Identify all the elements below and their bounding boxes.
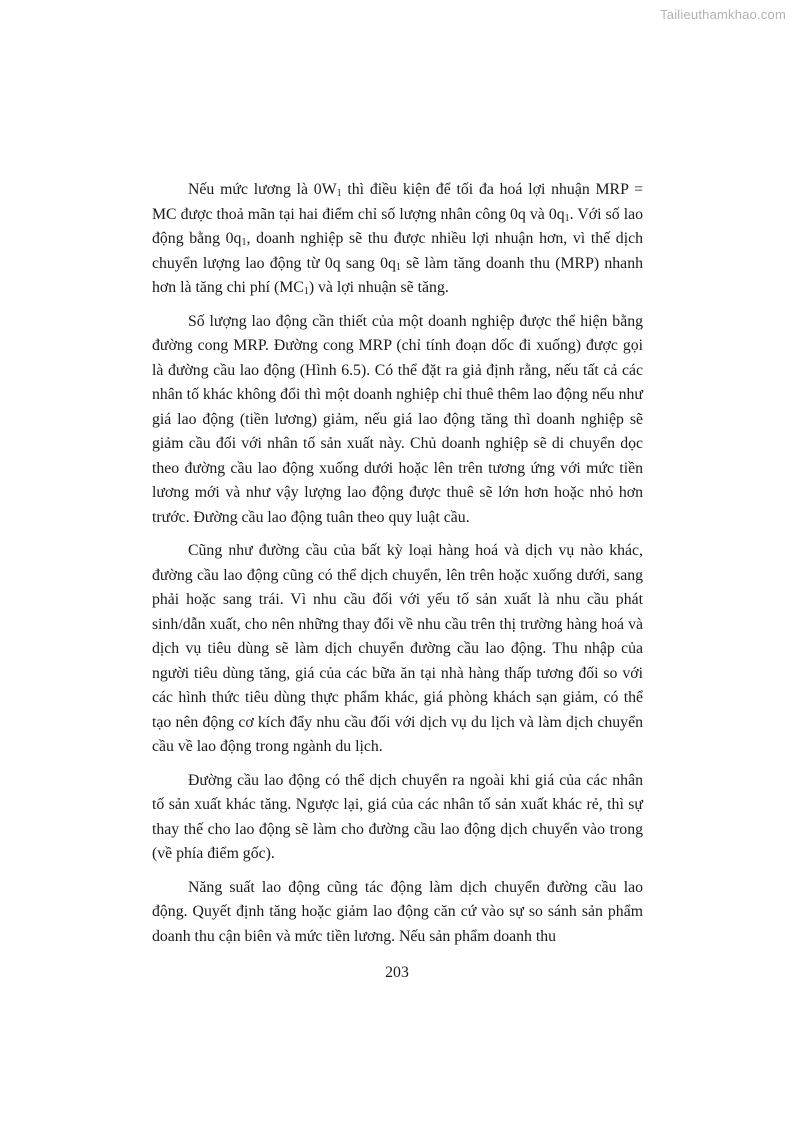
- watermark: Tailieuthamkhao.com: [660, 7, 786, 22]
- page-body: [152, 178, 643, 958]
- text-run: Năng suất lao động cũng tác động làm dịch chuyển đường cầu lao động. Quyết định tăng hoặc giảm lao động căn cứ vào sự so sánh sản phẩm doanh thu cận biên và mức tiền lương. Nếu sản phẩm doanh thu: [152, 878, 643, 945]
- text-run: sẽ làm tăng doanh thu (MRP) nhanh hơn là tăng chi phí (MC: [152, 254, 643, 296]
- subscript: 1: [241, 237, 247, 248]
- page-number: 203: [385, 964, 409, 981]
- subscript: 1: [395, 261, 401, 273]
- text-run: thì điều kiện để tối đa hoá lợi nhuận MRP = MC được thoả mãn tại hai điểm chỉ số lượng nhân công 0q và 0q: [152, 181, 643, 223]
- subscript: 1: [336, 188, 342, 199]
- paragraph: [152, 876, 643, 950]
- text-run: , doanh nghiệp sẽ thu được nhiều lợi nhuận hơn, vì thế dịch chuyển lượng lao động từ 0q sang 0q: [152, 230, 643, 272]
- text-run: ) và lợi nhuận sẽ tăng.: [308, 279, 449, 296]
- paragraph: [152, 539, 643, 760]
- text-run: Nếu mức lương là 0W: [188, 181, 337, 198]
- text-run: Số lượng lao động cần thiết của một doanh nghiệp được thể hiện bằng đường cong MRP. Đường cong MRP (chỉ tính đoạn dốc đi xuống) được gọi là đường cầu lao động (Hình 6.5). Có thể đặt ra giả định rằng, nếu tất cả các nhân tố khác không đổi thì một doanh nghiệp chỉ thuê thêm lao động nếu như giá lao động (tiền lương) giảm, nếu giá lao động tăng thì doanh nghiệp sẽ giảm cầu đối với nhân tố sản xuất này. Chủ doanh nghiệp sẽ di chuyển dọc theo đường cầu lao động xuống dưới hoặc lên trên tương ứng với mức tiền lương mới và như vậy lượng lao động được thuê sẽ lớn hơn hoặc nhỏ hơn trước. Đường cầu lao động tuân theo quy luật cầu.: [152, 312, 643, 526]
- subscript: 1: [564, 212, 570, 224]
- text-run: . Với số lao động bằng 0q: [152, 205, 643, 247]
- text-run: Đường cầu lao động có thể dịch chuyển ra ngoài khi giá của các nhân tố sản xuất khác tăng. Ngược lại, giá của các nhân tố sản xuất khác rẻ, thì sự thay thế cho lao động sẽ làm cho đường cầu lao động dịch chuyển vào trong (về phía điểm gốc).: [152, 771, 643, 862]
- paragraph: [152, 310, 643, 531]
- subscript: 1: [303, 286, 309, 297]
- paragraph: [152, 769, 643, 867]
- paragraph: [152, 178, 643, 301]
- text-run: Cũng như đường cầu của bất kỳ loại hàng hoá và dịch vụ nào khác, đường cầu lao động cũng có thể dịch chuyển, lên trên hoặc xuống dưới, sang phải hoặc sang trái. Vì nhu cầu đối với yếu tố sản xuất là nhu cầu phát sinh/dẫn xuất, cho nên những thay đổi về nhu cầu trên thị trường hàng hoá và dịch vụ tiêu dùng sẽ làm dịch chuyển đường cầu lao động. Thu nhập của người tiêu dùng tăng, giá của các bữa ăn tại nhà hàng thấp tương đối so với các hình thức tiêu dùng thực phẩm khác, giá phòng khách sạn giảm, có thể tạo nên động cơ kích đẩy nhu cầu đối với dịch vụ du lịch và làm dịch chuyển cầu về lao động trong ngành du lịch.: [152, 542, 643, 755]
